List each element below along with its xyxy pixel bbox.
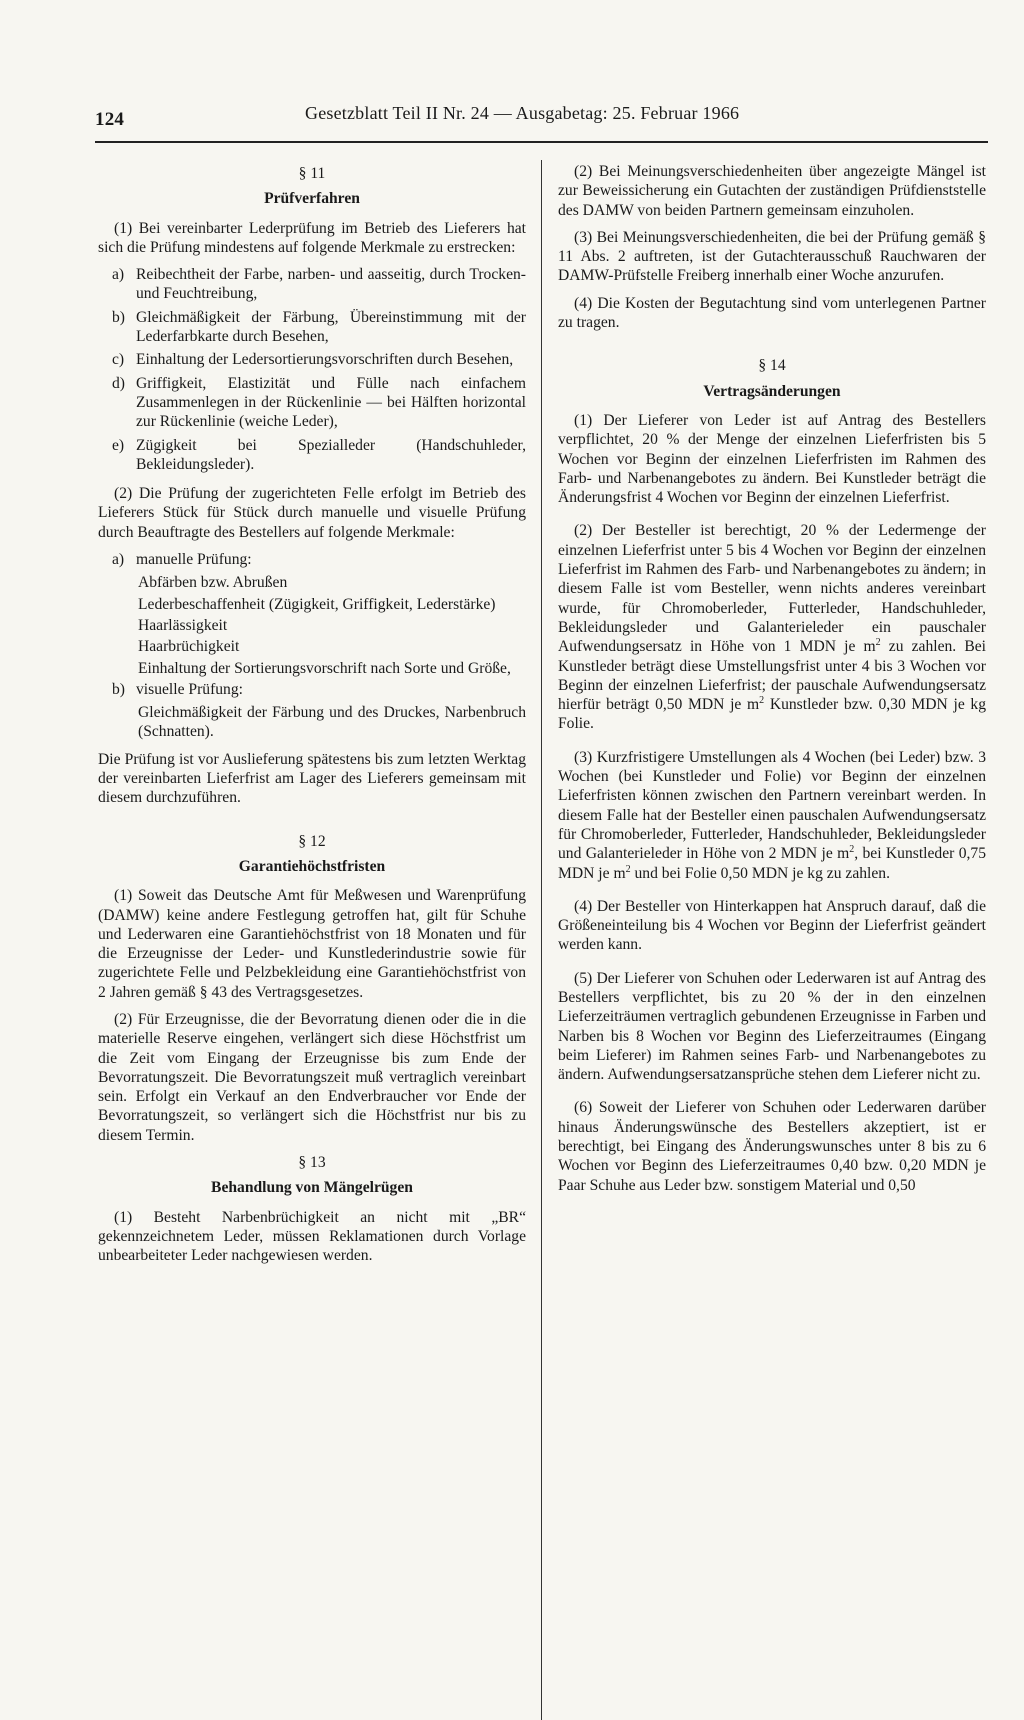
sub-item: Abfärben bzw. Abrußen [138,574,288,592]
sub-item: Gleichmäßigkeit der Färbung und des Druckes, Narbenbruch (Schnatten). [138,704,526,741]
list-item-visual: b) visuelle Prüfung: [112,680,243,698]
right-column [558,162,986,1203]
s13-paragraph-1: (1) Besteht Narbenbrüchigkeit an nicht mit „BR“ gekennzeichnetem Leder, müssen Reklamationen durch Vorlage unbearbeiteter Leder nachgewiesen werden. [98,1208,526,1265]
s11-closing: Die Prüfung ist vor Auslieferung spätestens bis zum letzten Werktag der vereinbarten Lieferfrist am Lager des Lieferers gemeinsam mit diesem durchzuführen. [98,750,526,807]
s13-paragraph-4: (4) Die Kosten der Begutachtung sind vom unterlegenen Partner zu tragen. [558,294,986,332]
sub-item: Haarlässigkeit [138,616,228,634]
section-11-title: Prüfverfahren [264,190,360,208]
s14-paragraph-5: (5) Der Lieferer von Schuhen oder Lederwaren ist auf Antrag des Bestellers verpflichtet, bis zu 20 % der in den einzelnen Lieferzeiträumen vertraglich gebundenen Erzeugnisse in Farben und Narben bis 8 Wochen vor Beginn des Lieferzeitraumes (Eingang beim Lieferer) im Rahmen seines Farb- und Narbenangebotes zu ändern. Aufwendungsersatzansprüche stehen dem Lieferer nicht zu. [558,969,986,1084]
list-item-manual: a) manuelle Prüfung: [112,551,252,569]
left-column [98,162,526,1274]
list-item: d) Griffigkeit, Elastizität und Fülle nach einfachem Zusammenlegen in der Rückenlinie — bei Hälften horizontal zur Rückenlinie (weiche Leder), [112,374,526,431]
list-item: e) Zügigkeit bei Spezialleder (Handschuhleder, Bekleidungsleder). [112,436,526,473]
s13-paragraph-2: (2) Bei Meinungsverschiedenheiten über angezeigte Mängel ist zur Beweissicherung ein Gutachten der zuständigen Prüfdienststelle des DAMW von beiden Partnern gemeinsam einzuholen. [558,163,986,219]
list-item: a) Reibechtheit der Farbe, narben- und aasseitig, durch Trocken- und Feuchtreibung, [112,266,526,303]
section-13-title: Behandlung von Mängelrügen [211,1179,413,1197]
section-12-title: Garantiehöchstfristen [238,857,386,875]
s11-paragraph-1: (1) Bei vereinbarter Lederprüfung im Betrieb des Lieferers hat sich die Prüfung mindestens auf folgende Merkmale zu erstrecken: [98,219,526,256]
s11-paragraph-2: (2) Die Prüfung der zugerichteten Felle erfolgt im Betrieb des Lieferers Stück für Stück durch manuelle und visuelle Prüfung durch Beauftragte des Bestellers auf folgende Merkmale: [98,485,526,541]
running-head: Gesetzblatt Teil II Nr. 24 — Ausgabetag: 25. Februar 1966 [305,103,740,123]
s12-paragraph-1: (1) Soweit das Deutsche Amt für Meßwesen und Warenprüfung (DAMW) keine andere Festlegung getroffen hat, gilt für Schuhe und Lederwaren eine Garantiehöchstfrist von 18 Monaten und für die Erzeugnisse der Leder- und Kunstlederindustrie sowie für zugerichtete Felle und Pelzbekleidung eine Garantiehöchstfrist von 2 Jahren gemäß § 43 des Vertragsgesetzes. [98,887,526,1001]
page-number: 124 [95,109,125,130]
sub-item: Einhaltung der Sortierungsvorschrift nach Sorte und Größe, [138,659,511,677]
section-12-number: § 12 [298,832,326,850]
s14-paragraph-3: (3) Kurzfristigere Umstellungen als 4 Wochen (bei Leder) bzw. 3 Wochen (bei Kunstleder und Folie) vor Beginn der einzelnen Lieferfristen können zwischen den Partnern vereinbart werden. In diesem Falle hat der Besteller einen pauschalen Aufwendungsersatz für Chromoberleder, Futterleder, Handschuhleder, Bekleidungsleder und Galanterieleder in Höhe von 2 MDN je $m^2$, bei Kunstleder 0,75 MDN je $m^2$ und bei Folie 0,50 MDN je kg zu zahlen. [558,748,986,882]
page-header [95,103,915,133]
s14-paragraph-1: (1) Der Lieferer von Leder ist auf Antrag des Bestellers verpflichtet, 20 % der Menge der einzelnen Lieferfristen bis 5 Wochen vor Beginn der einzelnen Lieferfristen im Rahmen des Farb- und Narbenangebotes zu ändern. Bei Kunstleder beträgt die Änderungsfrist 4 Wochen vor Beginn der einzelnen Lieferfrist. [558,411,986,507]
column-divider [541,160,542,1720]
s14-paragraph-6: (6) Soweit der Lieferer von Schuhen oder Lederwaren darüber hinaus Änderungswünsche des Bestellers akzeptiert, ist er berechtigt, bei Eingang des Änderungswunsches unter 8 bis zu 6 Wochen vor Beginn des Lieferzeitraumes 0,40 bzw. 0,20 MDN je Paar Schuhe aus Leder bzw. sonstigem Material und 0,50 [558,1099,986,1194]
list-item: b) Gleichmäßigkeit der Färbung, Übereinstimmung mit der Lederfarbkarte durch Besehen, [112,308,526,346]
section-13-number: § 13 [298,1154,326,1172]
header-rule [95,141,988,143]
section-11-number: § 11 [298,165,326,182]
s14-paragraph-4: (4) Der Besteller von Hinterkappen hat Anspruch darauf, daß die Größeneinteilung bis 4 Wochen vor Beginn der Lieferfrist geändert werden kann. [558,897,986,954]
s14-paragraph-2: (2) Der Besteller ist berechtigt, 20 % der Ledermenge der einzelnen Lieferfrist unter 5 bis 4 Wochen vor Beginn der einzelnen Lieferfrist im Rahmen des Farb- und Narbenangebotes zu ändern; in diesem Falle ist vom Besteller, wenn nichts anderes vereinbart wurde, für Chromoberleder, Futterleder, Handschuhleder, Bekleidungsleder und Galanterieleder ein pauschaler Aufwendungsersatz in Höhe von 1 MDN je $m^2$ zu zahlen. Bei Kunstleder beträgt diese Umstellungsfrist unter 4 bis 3 Wochen vor Beginn der einzelnen Lieferfrist; der pauschale Aufwendungsersatz hierfür beträgt 0,50 MDN je $m^2$ Kunstleder bzw. 0,30 MDN je kg Folie. [558,522,987,733]
sub-item: Lederbeschaffenheit (Zügigkeit, Griffigkeit, Lederstärke) [138,595,496,613]
section-14-number: § 14 [758,357,786,375]
section-14-title: Vertragsänderungen [703,382,841,400]
s13-paragraph-3: (3) Bei Meinungsverschiedenheiten, die bei der Prüfung gemäß § 11 Abs. 2 auftreten, ist der Gutachterausschuß Rauchwaren der DAMW-Prüfstelle Freiberg innerhalb einer Woche anzurufen. [558,228,986,285]
sub-item: Haarbrüchigkeit [138,638,240,656]
list-item: c) Einhaltung der Ledersortierungsvorschriften durch Besehen, [112,351,514,369]
s12-paragraph-2: (2) Für Erzeugnisse, die der Bevorratung dienen oder die in die materielle Reserve eingehen, verlängert sich diese Höchstfrist um die Zeit vom Eingang der Erzeugnisse bis zum Ende der Bevorratungszeit. Die Bevorratungszeit muß vertraglich vereinbart sein. Erfolgt ein Verkauf an den Endverbraucher vor Ende der Bevorratungszeit, so verlängert sich die Höchstfrist nur bis zu diesem Termin. [98,1010,526,1144]
